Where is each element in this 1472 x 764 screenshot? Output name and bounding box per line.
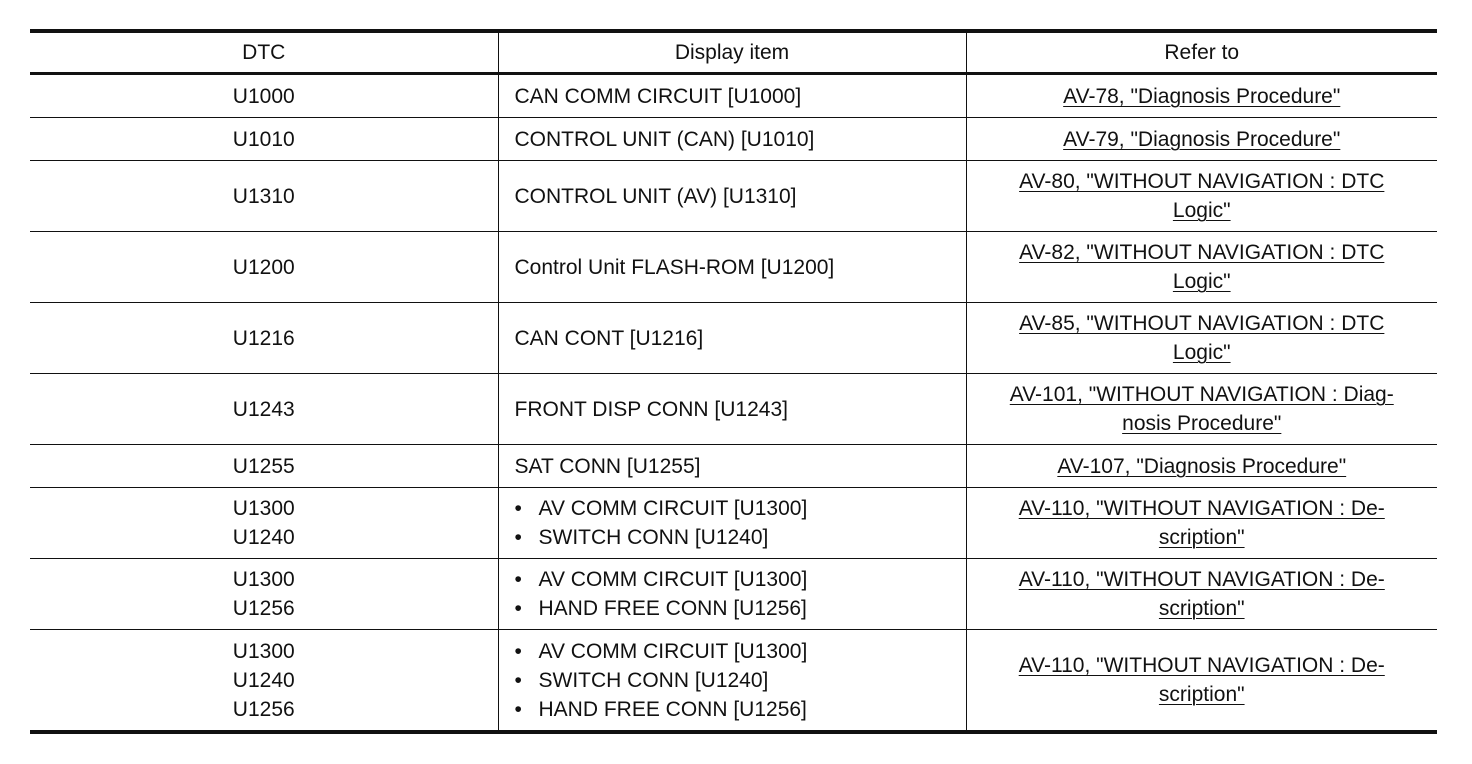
dtc-cell (30, 74, 498, 118)
dtc-cell (30, 559, 498, 630)
display-item-text: SWITCH CONN [U1240] (538, 668, 769, 692)
refer-to-cell (966, 303, 1437, 374)
display-item-text: Control Unit FLASH-ROM [U1200] (514, 255, 835, 279)
reference-link-text[interactable]: nosis Procedure" (1122, 412, 1282, 435)
dtc-cell (30, 445, 498, 488)
table-row (30, 488, 1437, 559)
dtc-code: U1243 (232, 397, 295, 421)
reference-link-text[interactable]: Logic" (1172, 341, 1231, 364)
reference-link[interactable] (979, 651, 1426, 709)
dtc-code: U1300 (232, 497, 295, 520)
reference-link-text[interactable]: AV-110, "WITHOUT NAVIGATION : De- (1018, 568, 1385, 591)
display-item-bullet (515, 494, 966, 523)
dtc-cell (30, 161, 498, 232)
reference-link-text[interactable]: AV-82, "WITHOUT NAVIGATION : DTC (1019, 241, 1385, 264)
display-item-bullet (515, 666, 966, 695)
table-row (30, 303, 1437, 374)
reference-link[interactable] (979, 125, 1426, 154)
display-item-cell (498, 559, 966, 630)
reference-link[interactable] (979, 82, 1426, 111)
dtc-code: U1200 (232, 255, 295, 279)
reference-link-text[interactable]: AV-107, "Diagnosis Procedure" (1057, 454, 1347, 478)
dtc-code: U1256 (232, 697, 295, 721)
table-row (30, 232, 1437, 303)
dtc-code: U1256 (232, 597, 295, 620)
reference-link[interactable] (979, 238, 1426, 296)
refer-to-cell (966, 74, 1437, 118)
reference-link-text[interactable]: scription" (1158, 683, 1245, 706)
refer-to-cell (966, 374, 1437, 445)
display-item-cell (498, 74, 966, 118)
display-item-bullet (515, 695, 966, 724)
display-item-cell (498, 303, 966, 374)
dtc-code: U1240 (232, 526, 295, 549)
table-row (30, 630, 1437, 733)
reference-link-text[interactable]: AV-78, "Diagnosis Procedure" (1063, 84, 1341, 108)
table-row (30, 559, 1437, 630)
display-item-text: FRONT DISP CONN [U1243] (514, 397, 788, 421)
reference-link-text[interactable]: AV-85, "WITHOUT NAVIGATION : DTC (1019, 312, 1385, 335)
bullet-icon: • (514, 639, 522, 663)
dtc-cell (30, 488, 498, 559)
display-item-text: SAT CONN [U1255] (514, 454, 701, 478)
display-item-cell (498, 630, 966, 733)
display-item-text: HAND FREE CONN [U1256] (538, 697, 807, 721)
bullet-icon: • (514, 668, 522, 692)
table-row (30, 74, 1437, 118)
dtc-code: U1255 (232, 454, 295, 478)
header-refer-to: Refer to (966, 31, 1437, 74)
display-item-bullet (515, 637, 966, 666)
display-item-bullet (515, 565, 966, 594)
refer-to-cell (966, 445, 1437, 488)
reference-link[interactable] (979, 494, 1426, 552)
reference-link-text[interactable]: Logic" (1172, 199, 1231, 222)
display-item-text: AV COMM CIRCUIT [U1300] (538, 497, 808, 520)
refer-to-cell (966, 118, 1437, 161)
table-row (30, 374, 1437, 445)
reference-link-text[interactable]: Logic" (1172, 270, 1231, 293)
reference-link-text[interactable]: AV-110, "WITHOUT NAVIGATION : De- (1018, 497, 1385, 520)
reference-link[interactable] (979, 167, 1426, 225)
display-item-cell (498, 161, 966, 232)
display-item-cell (498, 445, 966, 488)
bullet-icon: • (514, 597, 522, 620)
display-item-text: CONTROL UNIT (CAN) [U1010] (514, 127, 815, 151)
reference-link[interactable] (979, 565, 1426, 623)
refer-to-cell (966, 630, 1437, 733)
display-item-cell (498, 374, 966, 445)
display-item-cell (498, 488, 966, 559)
bullet-icon: • (514, 497, 522, 520)
display-item-cell (498, 232, 966, 303)
reference-link[interactable] (979, 452, 1426, 481)
refer-to-cell (966, 488, 1437, 559)
table-row (30, 445, 1437, 488)
table-row (30, 118, 1437, 161)
bullet-icon: • (514, 697, 522, 721)
reference-link-text[interactable]: AV-101, "WITHOUT NAVIGATION : Diag- (1009, 383, 1394, 406)
display-item-cell (498, 118, 966, 161)
bullet-icon: • (514, 526, 522, 549)
dtc-cell (30, 303, 498, 374)
display-item-bullet (515, 594, 966, 623)
header-display-item: Display item (498, 31, 966, 74)
display-item-text: HAND FREE CONN [U1256] (538, 597, 807, 620)
header-row (30, 31, 1437, 74)
dtc-cell (30, 630, 498, 733)
dtc-code: U1300 (232, 639, 295, 663)
display-item-text: CONTROL UNIT (AV) [U1310] (514, 184, 797, 208)
reference-link-text[interactable]: scription" (1158, 526, 1245, 549)
dtc-code: U1000 (232, 84, 295, 108)
bullet-icon: • (514, 568, 522, 591)
reference-link-text[interactable]: AV-80, "WITHOUT NAVIGATION : DTC (1019, 170, 1385, 193)
display-item-text: SWITCH CONN [U1240] (538, 526, 769, 549)
reference-link[interactable] (979, 309, 1426, 367)
header-dtc: DTC (30, 31, 498, 74)
dtc-table (30, 29, 1437, 734)
reference-link-text[interactable]: AV-79, "Diagnosis Procedure" (1063, 127, 1341, 151)
display-item-text: CAN COMM CIRCUIT [U1000] (514, 84, 802, 108)
table-row (30, 161, 1437, 232)
display-item-text: CAN CONT [U1216] (514, 326, 704, 350)
refer-to-cell (966, 161, 1437, 232)
dtc-code: U1216 (232, 326, 295, 350)
dtc-cell (30, 118, 498, 161)
display-item-bullet (515, 523, 966, 552)
dtc-code: U1240 (232, 668, 295, 692)
dtc-cell (30, 232, 498, 303)
reference-link-text[interactable]: scription" (1158, 597, 1245, 620)
refer-to-cell (966, 559, 1437, 630)
reference-link-text[interactable]: AV-110, "WITHOUT NAVIGATION : De- (1018, 654, 1385, 677)
reference-link[interactable] (979, 380, 1426, 438)
dtc-code: U1300 (232, 568, 295, 591)
dtc-code: U1310 (232, 184, 295, 208)
dtc-code: U1010 (232, 127, 295, 151)
display-item-text: AV COMM CIRCUIT [U1300] (538, 639, 808, 663)
dtc-cell (30, 374, 498, 445)
display-item-text: AV COMM CIRCUIT [U1300] (538, 568, 808, 591)
refer-to-cell (966, 232, 1437, 303)
table-body (30, 74, 1437, 733)
